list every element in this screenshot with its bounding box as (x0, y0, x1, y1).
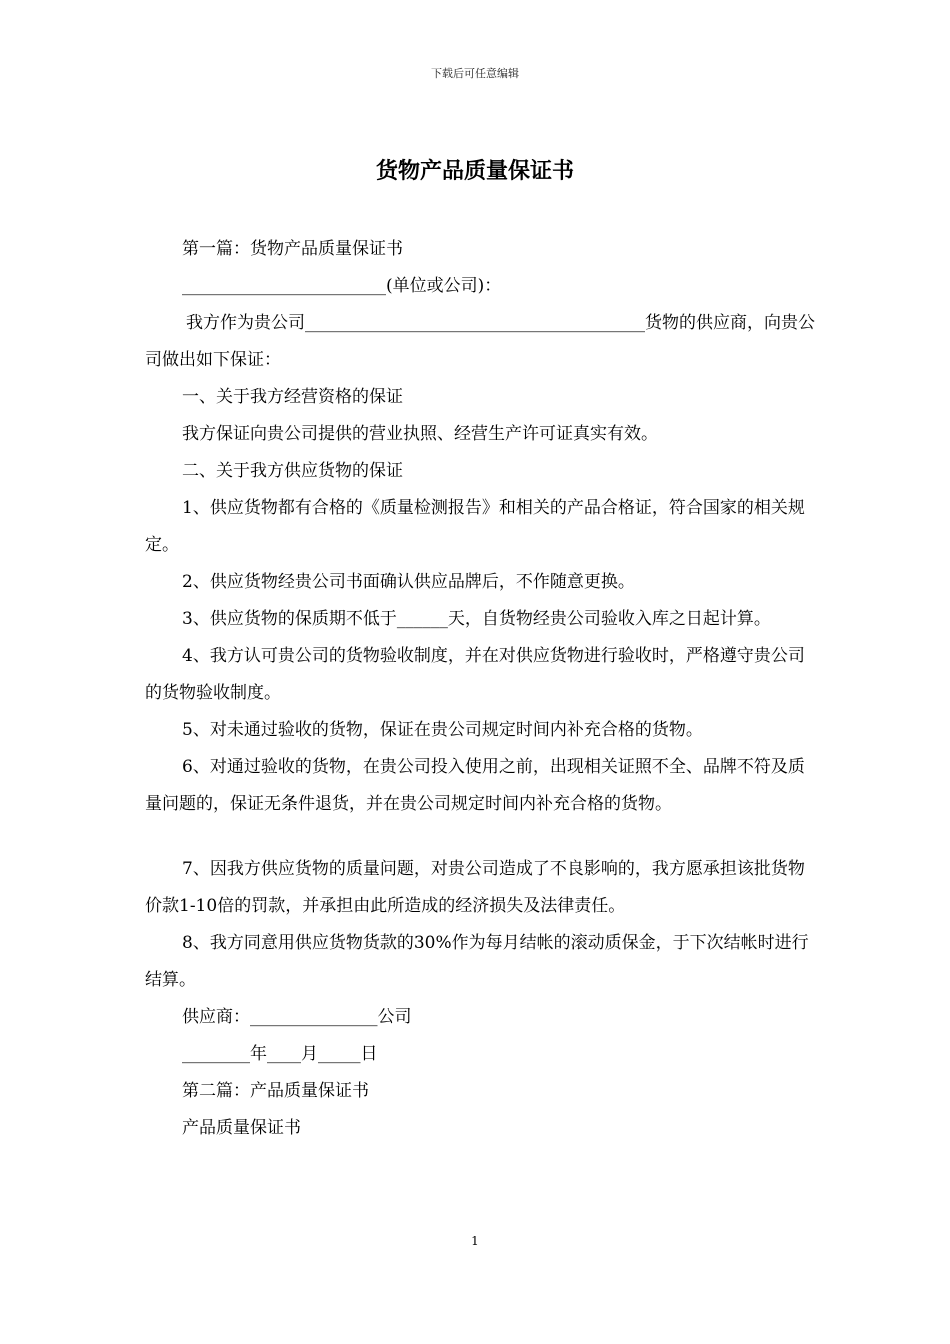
clause-5: 5、对未通过验收的货物，保证在贵公司规定时间内补充合格的货物。 (182, 720, 703, 740)
clause-7: 7、因我方供应货物的质量问题，对贵公司造成了不良影响的，我方愿承担该批货物价款1-10倍的罚款，并承担由此所造成的经济损失及法律责任。 (145, 859, 805, 916)
supplier-signature-line: 供应商：_______________公司 (182, 1007, 412, 1027)
supplier-statement: 我方作为贵公司________________________________________货物的供应商，向贵公司做出如下保证： (145, 313, 815, 370)
document-title: 货物产品质量保证书 (375, 158, 574, 184)
addressee-line: ________________________(单位或公司)： (182, 276, 502, 296)
heading-qualification: 一、关于我方经营资格的保证 (182, 387, 403, 407)
page-number: 1 (471, 1234, 479, 1248)
page-header-note: 下载后可任意编辑 (431, 67, 519, 80)
section-heading-part-two: 第二篇：产品质量保证书 (182, 1081, 369, 1101)
date-line: ________年____月_____日 (182, 1044, 378, 1064)
clause-4: 4、我方认可贵公司的货物验收制度，并在对供应货物进行验收时，严格遵守贵公司的货物验收制度。 (145, 646, 805, 703)
clause-6: 6、对通过验收的货物，在贵公司投入使用之前，出现相关证照不全、品牌不符及质量问题的，保证无条件退货，并在贵公司规定时间内补充合格的货物。 (145, 757, 805, 814)
clause-2: 2、供应货物经贵公司书面确认供应品牌后，不作随意更换。 (182, 572, 635, 592)
clause-1: 1、供应货物都有合格的《质量检测报告》和相关的产品合格证，符合国家的相关规定。 (145, 498, 805, 555)
heading-goods: 二、关于我方供应货物的保证 (182, 461, 403, 481)
document-body (145, 231, 815, 1147)
clause-8: 8、我方同意用供应货物货款的30%作为每月结帐的滚动质保金，于下次结帐时进行结算。 (145, 933, 809, 990)
clause-3: 3、供应货物的保质期不低于______天，自货物经贵公司验收入库之日起计算。 (182, 609, 771, 629)
part-two-title: 产品质量保证书 (182, 1118, 301, 1138)
paragraph-spacer (145, 823, 815, 851)
paragraph-license: 我方保证向贵公司提供的营业执照、经营生产许可证真实有效。 (182, 424, 658, 444)
section-heading-part-one: 第一篇：货物产品质量保证书 (182, 239, 403, 259)
